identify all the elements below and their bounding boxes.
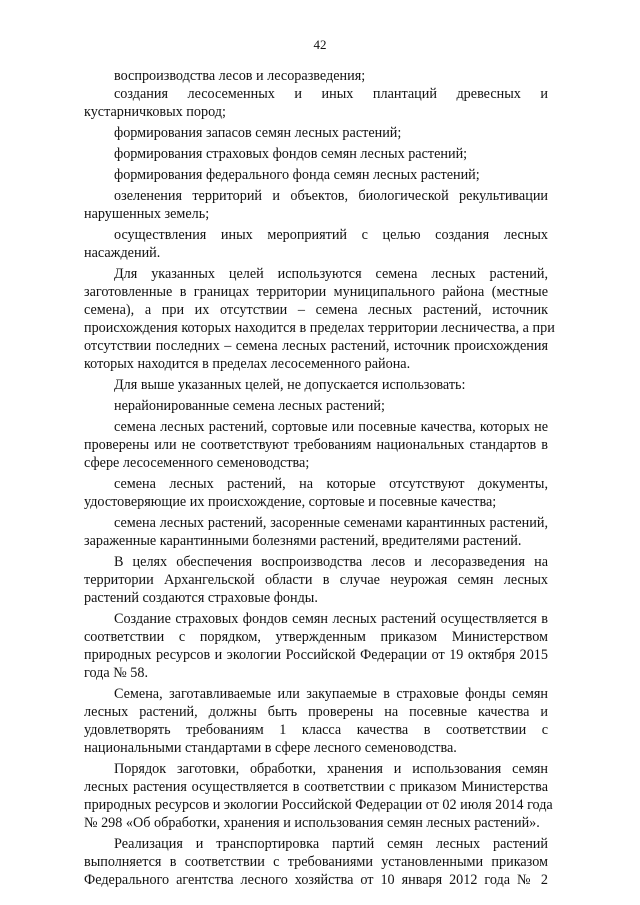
text-line: осуществления иных мероприятий с целью создания лесных: [114, 227, 548, 243]
text-line: семена лесных растений, на которые отсутствуют документы,: [114, 476, 548, 492]
text-line: Федерального агентства лесного хозяйства от 10 января 2012 года № 2: [84, 872, 548, 888]
text-line: Для выше указанных целей, не допускается использовать:: [114, 377, 466, 393]
text-line: кустарничковых пород;: [84, 104, 226, 120]
text-line: В целях обеспечения воспроизводства лесов и лесоразведения на: [114, 554, 548, 570]
document-body: [84, 67, 555, 889]
text-line: растений создаются страховые фонды.: [84, 590, 318, 606]
text-line: семена лесных растений, засоренные семенами карантинных растений,: [114, 515, 548, 531]
text-line: зараженные карантинными болезнями растений, вредителями растений.: [84, 533, 522, 549]
text-line: соответствии с порядком, утвержденным приказом Министерством: [84, 629, 548, 645]
text-line: формирования запасов семян лесных растений;: [114, 125, 402, 141]
text-line: семена), а при их отсутствии – семена лесных растений, источник: [84, 302, 548, 318]
text-line: сфере лесосеменного семеноводства;: [84, 455, 310, 471]
text-line: нерайонированные семена лесных растений;: [114, 398, 385, 414]
text-line: Для указанных целей используются семена лесных растений,: [114, 266, 548, 282]
text-line: которых находится в пределах лесосеменного района.: [84, 356, 411, 372]
page-number: 42: [313, 37, 327, 52]
text-line: создания лесосеменных и иных плантаций древесных и: [114, 86, 548, 102]
text-line: лесных растений, должны быть проверены на посевные качества и: [84, 704, 548, 720]
text-line: формирования федерального фонда семян лесных растений;: [114, 167, 480, 183]
text-line: выполняется в соответствии с требованиями установленными приказом: [84, 854, 548, 870]
text-line: природных ресурсов и экологии Российской Федерации от 19 октября 2015: [84, 647, 548, 663]
text-line: природных ресурсов и экологии Российской Федерации от 02 июля 2014 года: [84, 797, 553, 813]
text-line: озеленения территорий и объектов, биологической рекультивации: [114, 188, 548, 204]
text-line: семена лесных растений, сортовые или посевные качества, которых не: [114, 419, 548, 435]
text-line: Создание страховых фондов семян лесных растений осуществляется в: [114, 611, 548, 627]
text-line: территории Архангельской области в случае неурожая семян лесных: [84, 572, 548, 588]
text-line: заготовленные в границах территории муниципального района (местные: [84, 284, 548, 300]
text-line: насаждений.: [84, 245, 161, 261]
text-line: лесных растения осуществляется в соответствии с приказом Министерства: [84, 779, 548, 795]
text-line: Порядок заготовки, обработки, хранения и использования семян: [114, 761, 548, 777]
text-line: удостоверяющие их происхождение, сортовые и посевные качества;: [84, 494, 497, 510]
text-line: формирования страховых фондов семян лесных растений;: [114, 146, 468, 162]
text-line: отсутствии последних – семена лесных растений, источник происхождения: [84, 338, 548, 354]
text-line: года № 58.: [84, 665, 149, 681]
text-line: удовлетворять требованиям 1 класса качества в соответствии с: [84, 722, 548, 738]
text-line: происхождения которых находится в пределах территории лесничества, а при: [84, 320, 555, 336]
text-line: нарушенных земель;: [84, 206, 210, 222]
text-line: № 298 «Об обработки, хранения и использования семян лесных растений».: [84, 815, 540, 831]
text-line: проверены или не соответствуют требованиям национальных стандартов в: [84, 437, 548, 453]
text-line: Реализация и транспортировка партий семян лесных растений: [114, 836, 548, 852]
text-line: воспроизводства лесов и лесоразведения;: [114, 68, 366, 84]
text-line: Семена, заготавливаемые или закупаемые в страховые фонды семян: [114, 686, 548, 702]
text-line: национальными стандартами в сфере лесного семеноводства.: [84, 740, 457, 756]
